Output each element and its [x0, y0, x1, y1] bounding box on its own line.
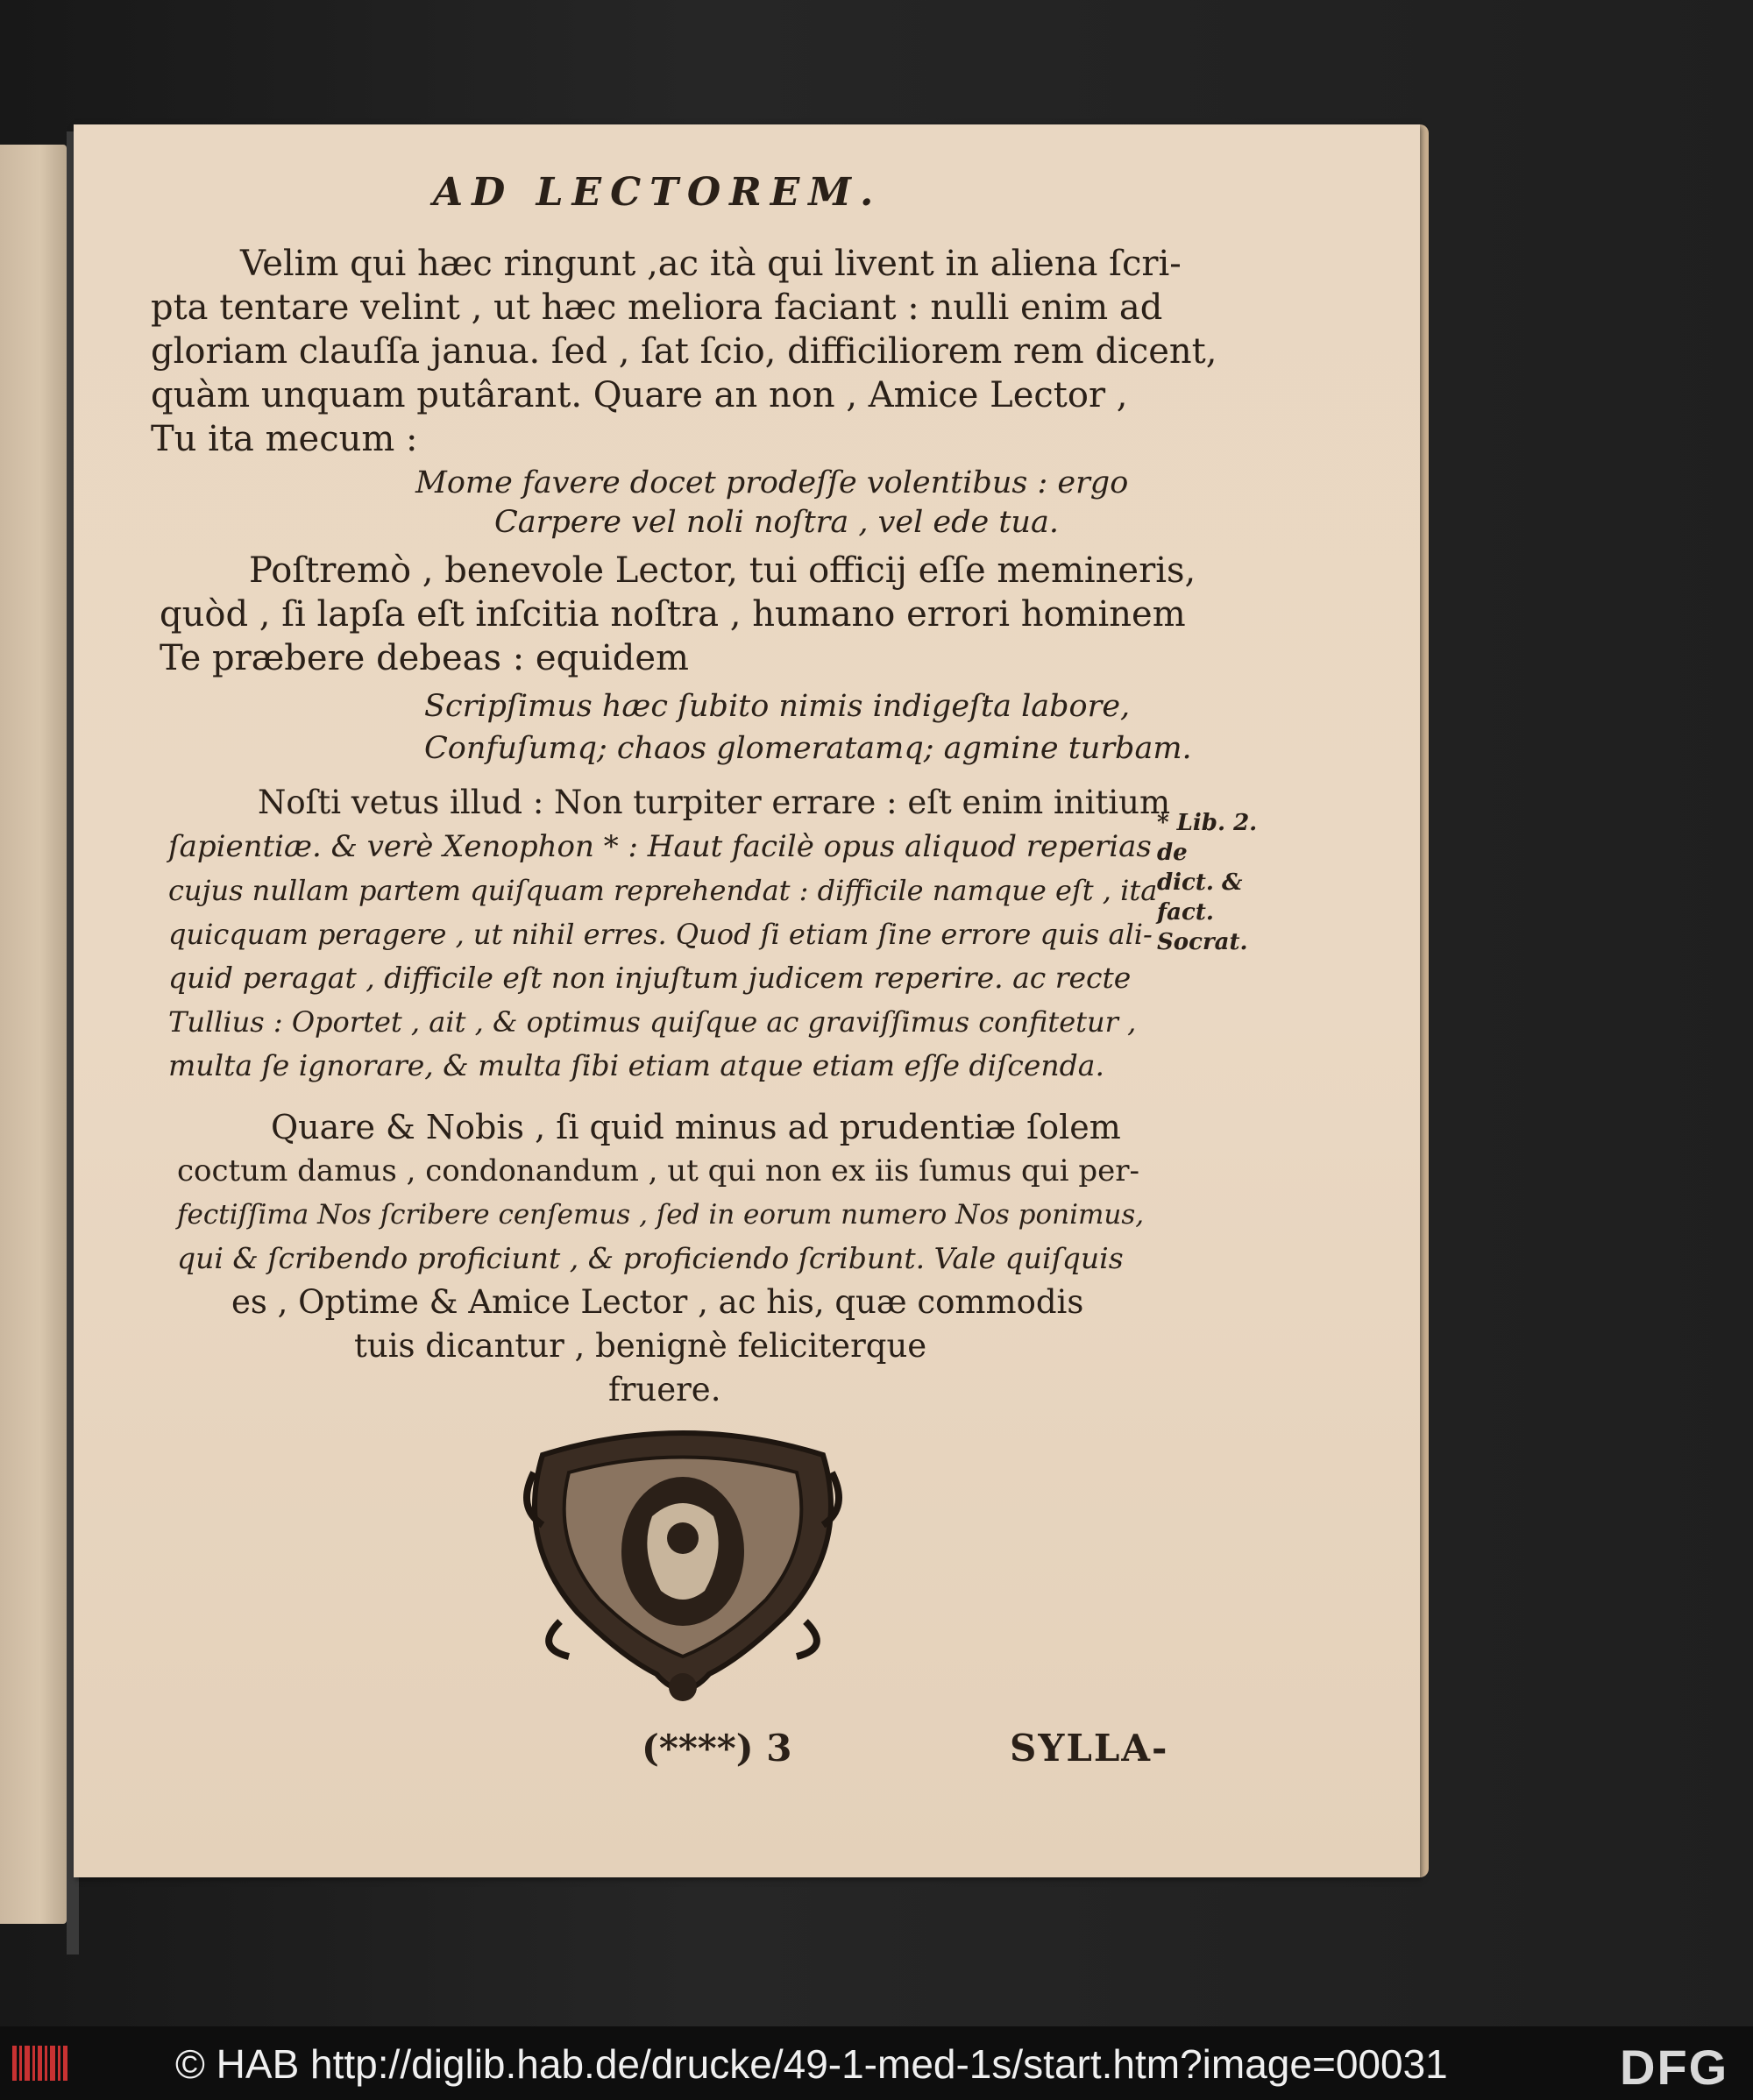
- text-line: tuis dicantur , benignè feliciterque: [354, 1327, 927, 1365]
- margin-note-line: dict. & fact.: [1157, 869, 1243, 926]
- verse-line: Confuſumq; chaos glomeratamq; agmine turbam.: [424, 731, 1192, 766]
- verse-line: Mome favere docet prodeſſe volentibus : ergo: [415, 465, 1129, 500]
- page-heading: AD LECTOREM.: [433, 170, 883, 215]
- margin-note-line: * Lib. 2. de: [1157, 810, 1258, 866]
- text-line: quid peragat , difficile eſt non injuſtum judicem reperire. ac recte: [168, 961, 1132, 995]
- text-line: fruere.: [608, 1371, 721, 1408]
- book-page: [74, 124, 1420, 1877]
- text-line: Noſti vetus illud : Non turpiter errare : eſt enim initium: [258, 784, 1171, 821]
- text-line: fectiſſima Nos ſcribere cenſemus , ſed in eorum numero Nos ponimus,: [177, 1199, 1145, 1231]
- text-line: coctum damus , condonandum , ut qui non ex iis ſumus qui per-: [177, 1153, 1139, 1188]
- text-line: pta tentare velint , ut hæc meliora faciant : nulli enim ad: [151, 287, 1163, 328]
- margin-note-line: Socrat.: [1157, 929, 1248, 955]
- text-line: Te præbere debeas : equidem: [160, 638, 689, 678]
- woodcut-ornament-icon: [507, 1420, 858, 1709]
- text-line: qui & ſcribendo proficiunt , & proficiendo ſcribunt. Vale quiſquis: [177, 1241, 1124, 1275]
- hab-barcode-logo-icon: [11, 2042, 72, 2084]
- text-line: Quare & Nobis , ſi quid minus ad prudentiæ ſolem: [271, 1108, 1121, 1146]
- text-line: es , Optime & Amice Lector , ac his, quæ commodis: [231, 1283, 1084, 1321]
- footer-bar: [0, 2026, 1753, 2100]
- text-line: Poſtremò , benevole Lector, tui officij eſſe memineris,: [249, 550, 1196, 591]
- text-line: Tullius : Oportet , ait , & optimus quiſque ac graviſſimus confitetur ,: [168, 1005, 1137, 1039]
- text-line: quàm unquam putârant. Quare an non , Amice Lector ,: [151, 375, 1128, 415]
- text-line: quicquam peragere , ut nihil erres. Quod ſi etiam ſine errore quis ali-: [168, 918, 1153, 951]
- verse-line: Scripſimus hæc ſubito nimis indigeſta labore,: [424, 689, 1131, 724]
- source-link[interactable]: © HAB http://diglib.hab.de/drucke/49-1-med-1s/start.htm?image=00031: [175, 2041, 1448, 2087]
- verse-line: Carpere vel noli noſtra , vel ede tua.: [494, 505, 1059, 540]
- text-line: Velim qui hæc ringunt ,ac ità qui livent in aliena ſcri-: [240, 244, 1182, 284]
- text-line: multa ſe ignorare, & multa ſibi etiam atque etiam eſſe diſcenda.: [168, 1048, 1104, 1082]
- text-line: gloriam clauſſa janua. ſed , ſat ſcio, difficiliorem rem dicent,: [151, 331, 1217, 372]
- text-line: quòd , ſi lapſa eſt inſcitia noſtra , humano errori hominem: [160, 594, 1186, 635]
- text-line: ſapientiæ. & verè Xenophon * : Haut facilè opus aliquod reperias: [168, 829, 1152, 864]
- previous-page-edge: [0, 145, 67, 1924]
- dfg-logo: DFG: [1620, 2040, 1729, 2095]
- text-line: Tu ita mecum :: [151, 419, 418, 459]
- text-line: cujus nullam partem quiſquam reprehendat : difficile namque eſt , ita: [168, 874, 1158, 907]
- signature-mark: (****) 3: [642, 1727, 792, 1770]
- catchword: SYLLA-: [1010, 1727, 1169, 1770]
- margin-note: [1157, 808, 1280, 957]
